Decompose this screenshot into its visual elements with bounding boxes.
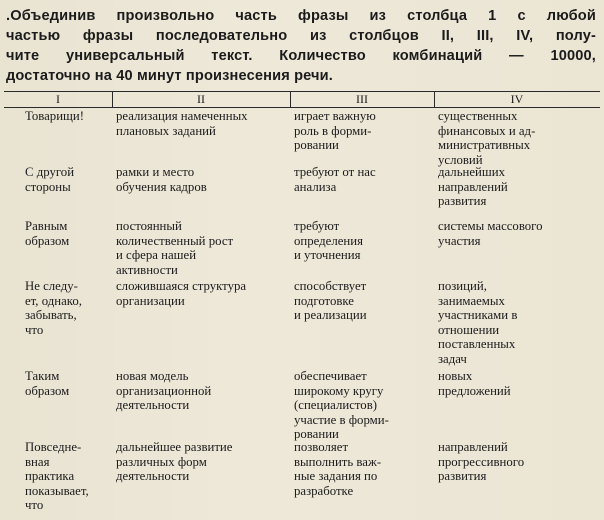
cell-line: широкому кругу bbox=[294, 383, 384, 398]
table-cell-col-ii bbox=[116, 109, 248, 138]
table-cell-col-ii bbox=[116, 279, 246, 308]
cell-line: требуют bbox=[294, 219, 340, 233]
cell-line: системы массового bbox=[438, 219, 543, 233]
intro-paragraph bbox=[6, 6, 596, 86]
table-cell-col-iv bbox=[438, 279, 517, 367]
cell-line: деятельности bbox=[116, 398, 190, 413]
cell-line: министративных bbox=[438, 138, 531, 153]
cell-line: новых bbox=[438, 369, 473, 383]
intro-line: достаточно на 40 минут произнесения речи. bbox=[6, 68, 333, 84]
table-cell-col-iv bbox=[438, 109, 535, 167]
cell-line: обеспечивает bbox=[294, 369, 367, 383]
cell-line: ные задания по bbox=[294, 469, 378, 484]
cell-line: (специалистов) bbox=[294, 398, 377, 413]
cell-line: количественный рост bbox=[116, 233, 234, 248]
cell-line: образом bbox=[25, 383, 70, 398]
table-header-rule bbox=[4, 107, 600, 108]
cell-line: активности bbox=[116, 262, 178, 277]
cell-line: показывает, bbox=[25, 483, 89, 498]
cell-line: подготовке bbox=[294, 293, 354, 308]
cell-line: забывать, bbox=[25, 308, 77, 323]
cell-line: и уточнения bbox=[294, 248, 361, 263]
cell-line: способствует bbox=[294, 279, 367, 293]
table-cell-col-iii bbox=[294, 440, 381, 498]
cell-line: развития bbox=[438, 469, 487, 484]
table-cell-col-i bbox=[25, 109, 84, 124]
column-header-iii: III bbox=[356, 92, 368, 106]
cell-line: роль в форми- bbox=[294, 123, 372, 138]
cell-line: обучения кадров bbox=[116, 179, 207, 194]
cell-line: разработке bbox=[294, 483, 354, 498]
cell-line: развития bbox=[438, 194, 487, 209]
intro-line: .Объединив произвольно часть фразы из столбца 1 с любой bbox=[6, 8, 596, 24]
cell-line: что bbox=[25, 322, 44, 337]
table-cell-col-iii bbox=[294, 165, 376, 194]
cell-line: позволяет bbox=[294, 440, 349, 454]
cell-line: Равным bbox=[25, 219, 68, 233]
intro-line: частью фразы последовательно из столбцов II, III, IV, полу- bbox=[6, 28, 596, 44]
cell-line: организационной bbox=[116, 383, 212, 398]
table-cell-col-iii bbox=[294, 369, 389, 442]
cell-line: и сфера нашей bbox=[116, 248, 197, 263]
table-cell-col-iv bbox=[438, 219, 543, 248]
table-cell-col-ii bbox=[116, 440, 232, 484]
cell-line: плановых заданий bbox=[116, 123, 216, 138]
table-cell-col-i bbox=[25, 165, 74, 194]
cell-line: постоянный bbox=[116, 219, 182, 233]
cell-line: дальнейшее развитие bbox=[116, 440, 233, 454]
cell-line: направлений bbox=[438, 179, 508, 194]
cell-line: анализа bbox=[294, 179, 337, 194]
cell-line: ровании bbox=[294, 427, 339, 442]
cell-line: занимаемых bbox=[438, 293, 505, 308]
cell-line: финансовых и ад- bbox=[438, 123, 536, 138]
cell-line: участия bbox=[438, 233, 481, 248]
cell-line: Товарищи! bbox=[25, 109, 85, 123]
table-cell-col-i bbox=[25, 369, 69, 398]
cell-line: задач bbox=[438, 351, 467, 366]
cell-line: Таким bbox=[25, 369, 60, 383]
cell-line: деятельности bbox=[116, 469, 190, 484]
cell-line: дальнейших bbox=[438, 165, 506, 179]
cell-line: выполнить важ- bbox=[294, 454, 382, 469]
cell-line: ет, однако, bbox=[25, 293, 82, 308]
intro-line: чите универсальный текст. Количество комбинаций — 10000, bbox=[6, 48, 596, 64]
cell-line: определения bbox=[294, 233, 363, 248]
cell-line: позиций, bbox=[438, 279, 487, 293]
cell-line: Не следу- bbox=[25, 279, 78, 293]
cell-line: сложившаяся структура bbox=[116, 279, 247, 293]
cell-line: участие в форми- bbox=[294, 412, 389, 427]
cell-line: прогрессивного bbox=[438, 454, 525, 469]
cell-line: существенных bbox=[438, 109, 518, 123]
table-cell-col-ii bbox=[116, 165, 207, 194]
cell-line: организации bbox=[116, 293, 185, 308]
table-cell-col-i bbox=[25, 219, 69, 248]
cell-line: С другой bbox=[25, 165, 75, 179]
table-cell-col-iii bbox=[294, 219, 363, 263]
cell-line: рамки и место bbox=[116, 165, 195, 179]
cell-line: стороны bbox=[25, 179, 71, 194]
cell-line: различных форм bbox=[116, 454, 207, 469]
cell-line: играет важную bbox=[294, 109, 376, 123]
cell-line: поставленных bbox=[438, 337, 516, 352]
cell-line: реализация намеченных bbox=[116, 109, 248, 123]
cell-line: ровании bbox=[294, 138, 339, 153]
table-cell-col-iii bbox=[294, 279, 367, 323]
cell-line: новая модель bbox=[116, 369, 189, 383]
column-header-ii: II bbox=[197, 92, 205, 106]
cell-line: что bbox=[25, 498, 44, 513]
cell-line: требуют от нас bbox=[294, 165, 376, 179]
cell-line: отношении bbox=[438, 322, 500, 337]
cell-line: направлений bbox=[438, 440, 508, 454]
table-cell-col-iv bbox=[438, 165, 508, 209]
cell-line: и реализации bbox=[294, 308, 367, 323]
column-header-i: I bbox=[56, 92, 60, 106]
cell-line: условий bbox=[438, 152, 483, 167]
table-cell-col-i bbox=[25, 440, 89, 513]
cell-line: вная bbox=[25, 454, 50, 469]
table-cell-col-i bbox=[25, 279, 82, 337]
table-cell-col-iv bbox=[438, 440, 524, 484]
table-cell-col-ii bbox=[116, 219, 233, 277]
cell-line: практика bbox=[25, 469, 75, 484]
table-cell-col-ii bbox=[116, 369, 211, 413]
column-header-iv: IV bbox=[510, 92, 524, 106]
cell-line: предложений bbox=[438, 383, 511, 398]
cell-line: образом bbox=[25, 233, 70, 248]
cell-line: Повседне- bbox=[25, 440, 82, 454]
cell-line: участниками в bbox=[438, 308, 518, 323]
table-cell-col-iii bbox=[294, 109, 376, 153]
table-cell-col-iv bbox=[438, 369, 511, 398]
